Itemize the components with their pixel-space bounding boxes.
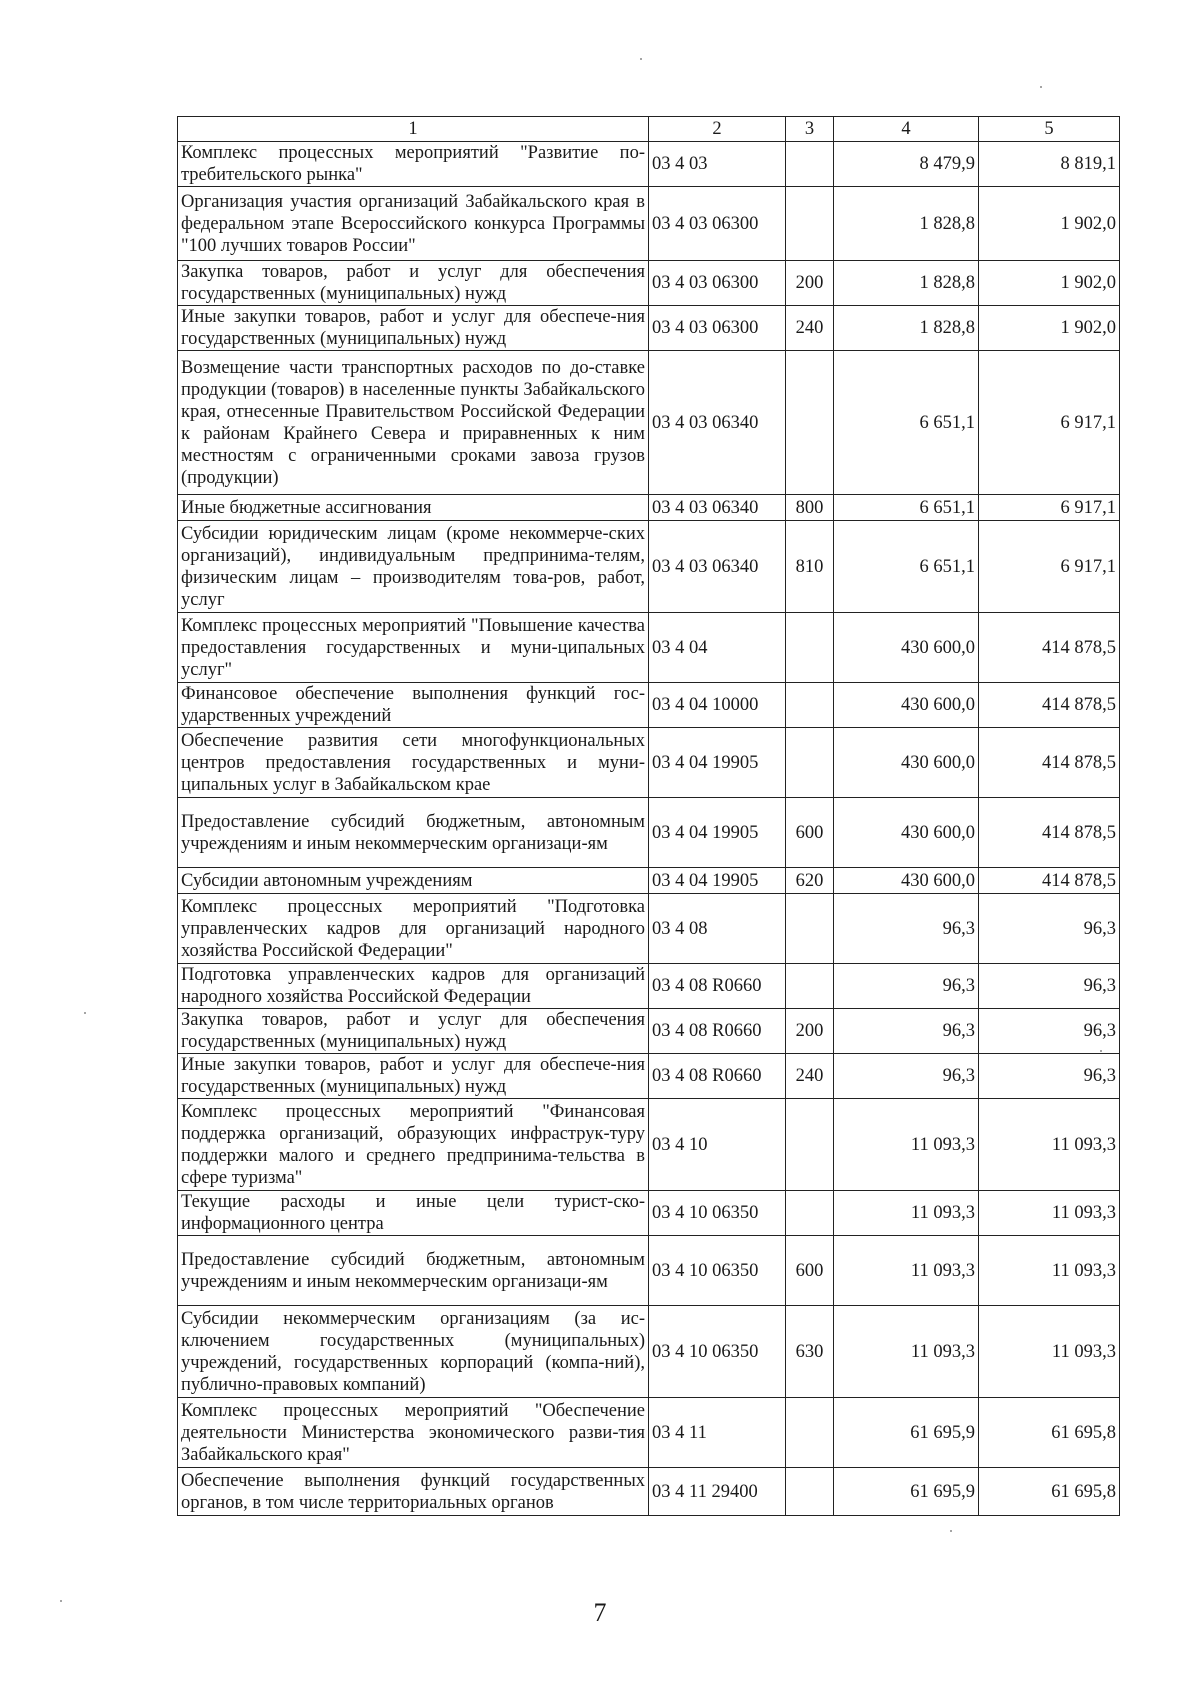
scan-speck	[1100, 1050, 1102, 1052]
row-name: Комплекс процессных мероприятий "Обеспечение деятельности Министерства экономического разви-тия Забайкальского края"	[178, 1398, 649, 1468]
row-expense-type: 240	[786, 1054, 834, 1099]
budget-table	[177, 116, 1120, 1516]
row-name: Обеспечение развития сети многофункциональных центров предоставления государственных и муни-ципальных услуг в Забайкальском крае	[178, 728, 649, 798]
row-amount-year-1: 11 093,3	[834, 1306, 979, 1398]
row-name: Комплекс процессных мероприятий "Финансовая поддержка организаций, образующих инфраструк-туру поддержки малого и среднего предпринима-тельства в сфере туризма"	[178, 1099, 649, 1191]
scan-speck	[60, 1600, 62, 1602]
row-amount-year-1: 11 093,3	[834, 1236, 979, 1306]
row-code: 03 4 03	[649, 142, 786, 187]
row-name: Иные закупки товаров, работ и услуг для обеспече-ния государственных (муниципальных) нужд	[178, 306, 649, 351]
row-amount-year-2: 11 093,3	[979, 1236, 1120, 1306]
page-number: 7	[593, 1598, 607, 1627]
row-name: Субсидии автономным учреждениям	[178, 868, 649, 894]
header-col-1: 1	[178, 117, 649, 142]
row-name: Предоставление субсидий бюджетным, автономным учреждениям и иным некоммерческим организаци-ям	[178, 1236, 649, 1306]
table-row	[178, 1054, 1120, 1099]
row-amount-year-1: 430 600,0	[834, 728, 979, 798]
row-name: Комплекс процессных мероприятий "Развитие по-требительского рынка"	[178, 142, 649, 187]
row-amount-year-1: 430 600,0	[834, 683, 979, 728]
row-code: 03 4 04	[649, 613, 786, 683]
row-amount-year-2: 1 902,0	[979, 187, 1120, 261]
row-expense-type: 630	[786, 1306, 834, 1398]
row-code: 03 4 08 R0660	[649, 1009, 786, 1054]
row-code: 03 4 11 29400	[649, 1468, 786, 1516]
table-row	[178, 521, 1120, 613]
row-expense-type	[786, 683, 834, 728]
row-name: Иные закупки товаров, работ и услуг для обеспече-ния государственных (муниципальных) нужд	[178, 1054, 649, 1099]
row-code: 03 4 03 06300	[649, 187, 786, 261]
row-amount-year-2: 1 902,0	[979, 306, 1120, 351]
table-row	[178, 1009, 1120, 1054]
row-amount-year-1: 96,3	[834, 894, 979, 964]
row-code: 03 4 10 06350	[649, 1191, 786, 1236]
row-name: Подготовка управленческих кадров для организаций народного хозяйства Российской Федерации	[178, 964, 649, 1009]
row-expense-type	[786, 613, 834, 683]
row-amount-year-2: 6 917,1	[979, 521, 1120, 613]
table-row	[178, 798, 1120, 868]
table-row	[178, 187, 1120, 261]
scan-speck	[950, 1530, 952, 1532]
row-code: 03 4 03 06340	[649, 351, 786, 495]
row-amount-year-1: 430 600,0	[834, 613, 979, 683]
row-name: Возмещение части транспортных расходов по до-ставке продукции (товаров) в населенные пункты Забайкальского края, отнесенные Правительством Российской Федерации к районам Крайнего Севера и приравненных к ним местностям с ограниченными сроками завоза грузов (продукции)	[178, 351, 649, 495]
table-row	[178, 894, 1120, 964]
row-amount-year-1: 6 651,1	[834, 351, 979, 495]
row-expense-type: 600	[786, 798, 834, 868]
row-expense-type: 200	[786, 261, 834, 306]
row-expense-type	[786, 728, 834, 798]
row-expense-type	[786, 351, 834, 495]
table-row	[178, 1236, 1120, 1306]
row-name: Комплекс процессных мероприятий "Повышение качества предоставления государственных и муни-ципальных услуг"	[178, 613, 649, 683]
row-code: 03 4 03 06300	[649, 261, 786, 306]
row-amount-year-1: 6 651,1	[834, 521, 979, 613]
row-amount-year-2: 8 819,1	[979, 142, 1120, 187]
table-row	[178, 964, 1120, 1009]
row-name: Финансовое обеспечение выполнения функций гос-ударственных учреждений	[178, 683, 649, 728]
row-amount-year-1: 96,3	[834, 1054, 979, 1099]
row-expense-type	[786, 1191, 834, 1236]
row-amount-year-1: 96,3	[834, 964, 979, 1009]
row-expense-type	[786, 142, 834, 187]
row-amount-year-2: 96,3	[979, 1054, 1120, 1099]
header-col-4: 4	[834, 117, 979, 142]
row-amount-year-2: 6 917,1	[979, 495, 1120, 521]
row-name: Закупка товаров, работ и услуг для обеспечения государственных (муниципальных) нужд	[178, 1009, 649, 1054]
row-code: 03 4 10	[649, 1099, 786, 1191]
row-expense-type	[786, 1398, 834, 1468]
row-amount-year-1: 430 600,0	[834, 868, 979, 894]
scan-speck	[640, 58, 642, 60]
row-amount-year-1: 11 093,3	[834, 1191, 979, 1236]
row-amount-year-2: 6 917,1	[979, 351, 1120, 495]
row-expense-type: 800	[786, 495, 834, 521]
row-name: Закупка товаров, работ и услуг для обеспечения государственных (муниципальных) нужд	[178, 261, 649, 306]
table-row	[178, 261, 1120, 306]
row-amount-year-1: 96,3	[834, 1009, 979, 1054]
row-amount-year-1: 8 479,9	[834, 142, 979, 187]
row-amount-year-2: 414 878,5	[979, 613, 1120, 683]
row-amount-year-2: 11 093,3	[979, 1099, 1120, 1191]
row-amount-year-2: 96,3	[979, 894, 1120, 964]
row-amount-year-2: 1 902,0	[979, 261, 1120, 306]
row-amount-year-2: 61 695,8	[979, 1468, 1120, 1516]
row-amount-year-1: 11 093,3	[834, 1099, 979, 1191]
table-row	[178, 142, 1120, 187]
table-row	[178, 351, 1120, 495]
row-amount-year-2: 96,3	[979, 1009, 1120, 1054]
table-row	[178, 1099, 1120, 1191]
scan-speck	[1040, 86, 1042, 88]
row-expense-type: 600	[786, 1236, 834, 1306]
row-amount-year-2: 414 878,5	[979, 798, 1120, 868]
table-row	[178, 495, 1120, 521]
row-amount-year-2: 11 093,3	[979, 1306, 1120, 1398]
row-amount-year-2: 414 878,5	[979, 728, 1120, 798]
row-code: 03 4 03 06340	[649, 521, 786, 613]
row-name: Иные бюджетные ассигнования	[178, 495, 649, 521]
row-amount-year-2: 11 093,3	[979, 1191, 1120, 1236]
row-amount-year-1: 1 828,8	[834, 187, 979, 261]
row-name: Субсидии некоммерческим организациям (за ис-ключением государственных (муниципальных) учреждений, государственных корпораций (компа-ний), публично-правовых компаний)	[178, 1306, 649, 1398]
row-code: 03 4 08 R0660	[649, 964, 786, 1009]
row-name: Комплекс процессных мероприятий "Подготовка управленческих кадров для организаций народного хозяйства Российской Федерации"	[178, 894, 649, 964]
table-row	[178, 306, 1120, 351]
table-body	[178, 142, 1120, 1516]
row-amount-year-1: 430 600,0	[834, 798, 979, 868]
row-code: 03 4 08 R0660	[649, 1054, 786, 1099]
table-header	[178, 117, 1120, 142]
row-expense-type	[786, 1099, 834, 1191]
row-amount-year-2: 414 878,5	[979, 868, 1120, 894]
table-row	[178, 868, 1120, 894]
row-code: 03 4 03 06300	[649, 306, 786, 351]
row-name: Субсидии юридическим лицам (кроме некоммерче-ских организаций), индивидуальным предпринима-телям, физическим лицам – производителям това-ров, работ, услуг	[178, 521, 649, 613]
header-col-3: 3	[786, 117, 834, 142]
row-expense-type: 240	[786, 306, 834, 351]
row-amount-year-2: 96,3	[979, 964, 1120, 1009]
row-code: 03 4 10 06350	[649, 1306, 786, 1398]
row-expense-type	[786, 894, 834, 964]
row-name: Предоставление субсидий бюджетным, автономным учреждениям и иным некоммерческим организаци-ям	[178, 798, 649, 868]
table-row	[178, 1306, 1120, 1398]
header-col-5: 5	[979, 117, 1120, 142]
row-expense-type: 200	[786, 1009, 834, 1054]
row-code: 03 4 04 19905	[649, 798, 786, 868]
row-expense-type: 620	[786, 868, 834, 894]
row-expense-type	[786, 1468, 834, 1516]
row-code: 03 4 10 06350	[649, 1236, 786, 1306]
row-code: 03 4 04 19905	[649, 728, 786, 798]
table-row	[178, 1191, 1120, 1236]
table-row	[178, 683, 1120, 728]
row-name: Обеспечение выполнения функций государственных органов, в том числе территориальных органов	[178, 1468, 649, 1516]
table-row	[178, 1468, 1120, 1516]
row-amount-year-1: 1 828,8	[834, 261, 979, 306]
row-amount-year-1: 61 695,9	[834, 1468, 979, 1516]
row-expense-type	[786, 187, 834, 261]
row-name: Организация участия организаций Забайкальского края в федеральном этапе Всероссийского конкурса Программы "100 лучших товаров России"	[178, 187, 649, 261]
row-amount-year-2: 414 878,5	[979, 683, 1120, 728]
row-expense-type: 810	[786, 521, 834, 613]
row-code: 03 4 11	[649, 1398, 786, 1468]
row-amount-year-1: 1 828,8	[834, 306, 979, 351]
table-row	[178, 1398, 1120, 1468]
row-code: 03 4 08	[649, 894, 786, 964]
row-amount-year-1: 6 651,1	[834, 495, 979, 521]
header-row	[178, 117, 1120, 142]
row-amount-year-2: 61 695,8	[979, 1398, 1120, 1468]
row-amount-year-1: 61 695,9	[834, 1398, 979, 1468]
table-row	[178, 728, 1120, 798]
row-code: 03 4 04 10000	[649, 683, 786, 728]
row-code: 03 4 04 19905	[649, 868, 786, 894]
row-name: Текущие расходы и иные цели турист-ско-информационного центра	[178, 1191, 649, 1236]
row-expense-type	[786, 964, 834, 1009]
scan-speck	[84, 1012, 86, 1014]
table-row	[178, 613, 1120, 683]
header-col-2: 2	[649, 117, 786, 142]
row-code: 03 4 03 06340	[649, 495, 786, 521]
